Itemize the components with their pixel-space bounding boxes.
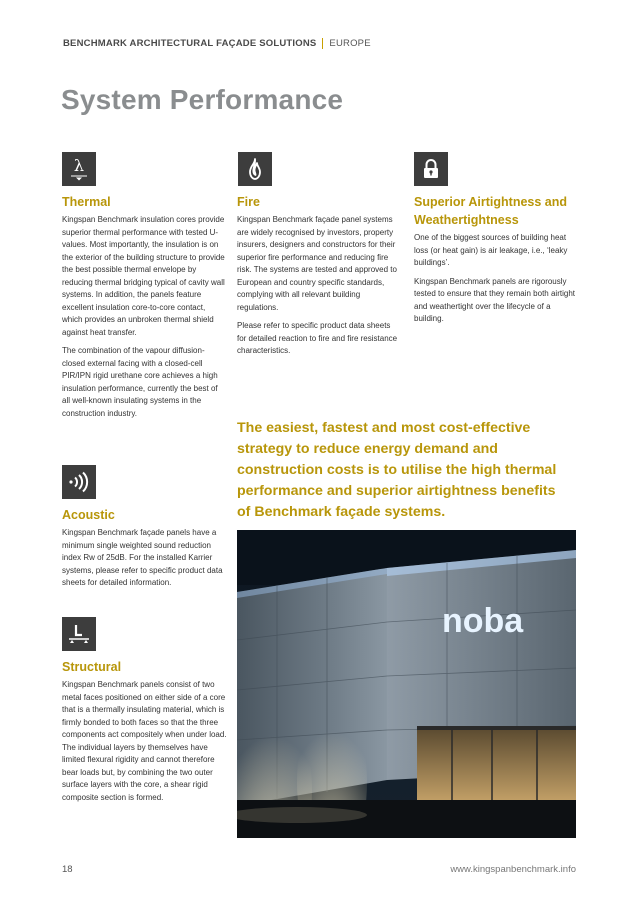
fire-paragraph: Please refer to specific product data sheets for detailed reaction to fire and fire resistance characteristics. <box>237 321 398 355</box>
flame-icon <box>238 152 272 186</box>
thermal-paragraph: The combination of the vapour diffusion-closed external facing with a closed-cell PIR/IPN rigid urethane core achieves a high insulation performance, currently the best of all well-known insulating systems in the construction industry. <box>62 346 218 418</box>
header-divider <box>322 38 323 49</box>
pull-quote: The easiest, fastest and most cost-effective strategy to reduce energy demand and construction costs is to utilise the high thermal performance and superior airtightness benefits of Benchmark façade systems. <box>237 420 557 520</box>
airtightness-text <box>414 232 576 332</box>
header-region: EUROPE <box>329 38 371 49</box>
fire-heading: Fire <box>237 195 260 209</box>
page-title: System Performance <box>61 84 344 115</box>
thermal-text <box>62 214 226 426</box>
structural-text <box>62 679 228 810</box>
lambda-icon <box>62 152 96 186</box>
fire-paragraph: Kingspan Benchmark façade panel systems are widely recognised by investors, property insurers, designers and constructors for their superior fire performance and reducing fire risk. The systems are tested and approved to European and country specific standards, complying with all relevant building regulations. <box>237 215 397 312</box>
lock-icon <box>414 152 448 186</box>
thermal-heading: Thermal <box>62 195 111 209</box>
footer-url[interactable]: www.kingspanbenchmark.info <box>450 864 576 875</box>
sound-waves-icon <box>62 465 96 499</box>
acoustic-paragraph: Kingspan Benchmark façade panels have a minimum single weighted sound reduction index Rw of 25dB. For the installed Karrier systems, please refer to specific product data sheets for detailed information. <box>62 528 223 587</box>
svg-text:λ: λ <box>73 156 85 175</box>
header-brand: BENCHMARK ARCHITECTURAL FAÇADE SOLUTIONS <box>63 38 317 49</box>
running-header <box>63 38 371 49</box>
structural-heading: Structural <box>62 660 122 674</box>
page-number: 18 <box>62 864 73 875</box>
building-photo <box>237 530 576 838</box>
load-icon <box>62 617 96 651</box>
airtightness-paragraph: One of the biggest sources of building heat loss (or heat gain) is air leakage, i.e., ‘leaky buildings’. <box>414 233 568 267</box>
airtightness-heading: Superior Airtightness and Weathertightness <box>414 195 568 227</box>
structural-paragraph: Kingspan Benchmark panels consist of two metal faces positioned on either side of a core that is a thermally insulating material, which is firmly bonded to both faces so that the three components act compositely when under load. The individual layers by themselves have limited flexural rigidity and cannot therefore bear loads but, by combining the two outer surface layers with the core, a shear rigid composite section is formed. <box>62 680 227 802</box>
fire-text <box>237 214 399 364</box>
acoustic-text <box>62 527 230 596</box>
airtightness-paragraph: Kingspan Benchmark panels are rigorously tested to ensure that they remain both airtight and weathertight over the lifecycle of a building. <box>414 276 575 323</box>
acoustic-heading: Acoustic <box>62 508 115 522</box>
thermal-paragraph: Kingspan Benchmark insulation cores provide superior thermal performance with tested U-values. Most importantly, the insulation is on the exterior of the building structure to provide the best possible thermal envelope by reducing thermal bridging typical of cavity wall systems. In addition, the panels feature excellent insulation core-to-core contact, which provides an unbroken thermal shield against heat transfer. <box>62 215 225 337</box>
storefront-sign: noba <box>442 602 524 640</box>
